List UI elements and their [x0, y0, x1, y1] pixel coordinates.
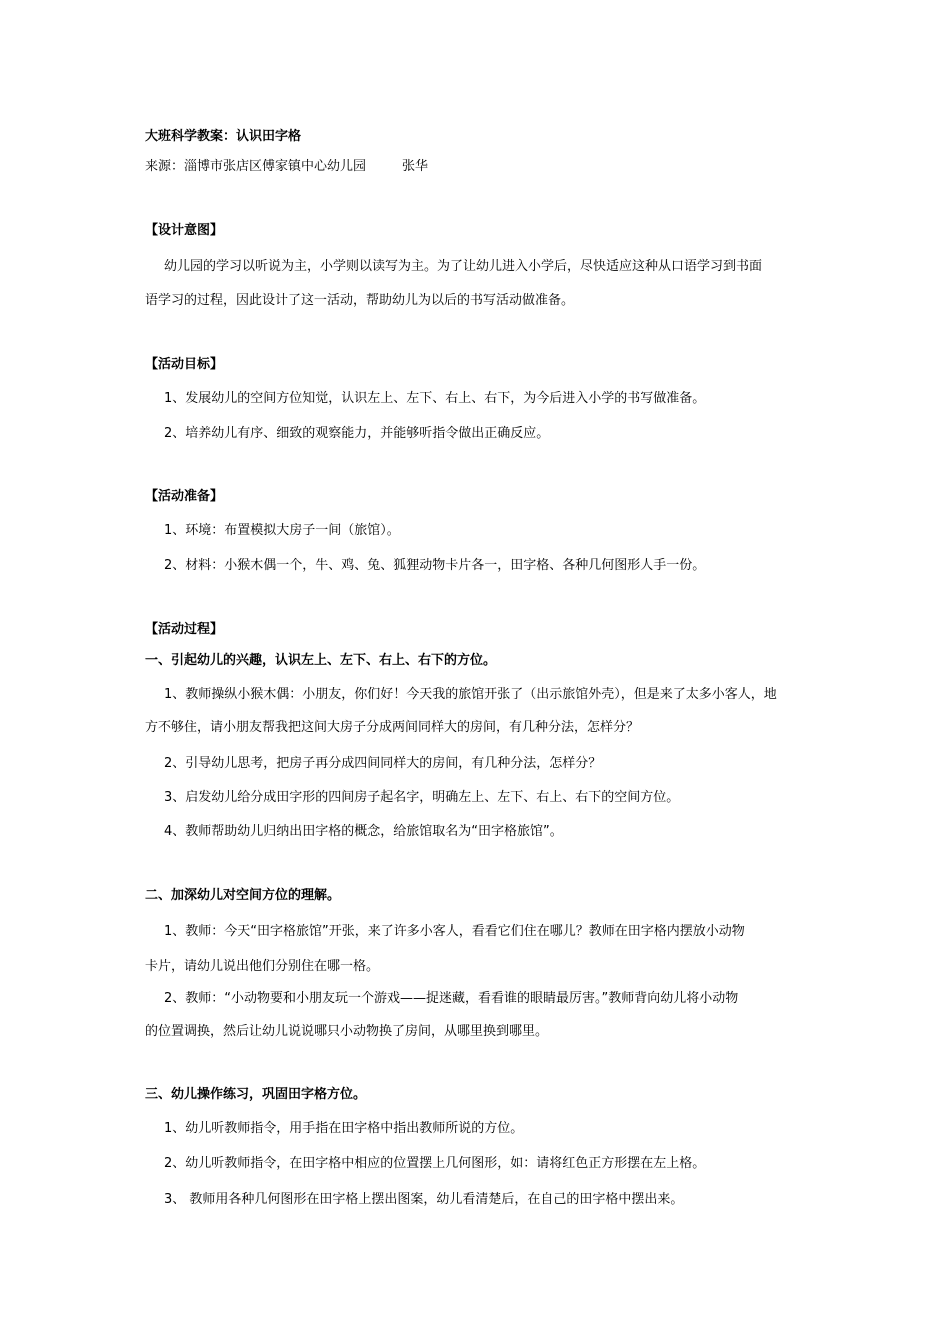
part3-item1: 1、幼儿听教师指令，用手指在田字格中指出教师所说的方位。 [164, 1121, 524, 1136]
part2-heading: 二、加深幼儿对空间方位的理解。 [145, 888, 341, 903]
prep-item-1: 1、环境：布置模拟大房子一间（旅馆）。 [164, 523, 400, 538]
design-para-line2: 语学习的过程，因此设计了这一活动，帮助幼儿为以后的书写活动做准备。 [145, 293, 575, 308]
part1-heading: 一、引起幼儿的兴趣，认识左上、左下、右上、右下的方位。 [145, 653, 497, 668]
part2-item2-line1: 2、教师：“小动物要和小朋友玩一个游戏——捉迷藏，看看谁的眼睛最厉害。”教师背向幼儿将小动物 [164, 991, 739, 1006]
prep-heading: 【活动准备】 [145, 489, 224, 504]
part1-item1-line1: 1、教师操纵小猴木偶：小朋友，你们好！今天我的旅馆开张了（出示旅馆外壳），但是来了太多小客人，地 [164, 687, 777, 702]
part2-item1-line2: 卡片，请幼儿说出他们分别住在哪一格。 [145, 959, 380, 974]
source-author: 张华 [402, 159, 429, 174]
part1-item4: 4、教师帮助幼儿归纳出田字格的概念，给旅馆取名为“田字格旅馆”。 [164, 824, 563, 839]
document-title: 大班科学教案：认识田字格 [145, 129, 302, 144]
source-label: 来源：淄博市张店区傅家镇中心幼儿园 [145, 159, 367, 174]
part1-item2: 2、引导幼儿思考，把房子再分成四间同样大的房间，有几种分法，怎样分？ [164, 756, 602, 771]
part1-item1-line2: 方不够住，请小朋友帮我把这间大房子分成两间同样大的房间，有几种分法，怎样分？ [145, 720, 640, 735]
goals-heading: 【活动目标】 [145, 357, 224, 372]
part2-item2-line2: 的位置调换，然后让幼儿说说哪只小动物换了房间，从哪里换到哪里。 [145, 1024, 549, 1039]
part3-heading: 三、幼儿操作练习，巩固田字格方位。 [145, 1087, 367, 1102]
design-para-line1: 幼儿园的学习以听说为主，小学则以读写为主。为了让幼儿进入小学后，尽快适应这种从口语学习到书面 [164, 259, 763, 274]
part3-item3: 3、 教师用各种几何图形在田字格上摆出图案，幼儿看清楚后，在自己的田字格中摆出来。 [164, 1192, 684, 1207]
part1-item3: 3、启发幼儿给分成田字形的四间房子起名字，明确左上、左下、右上、右下的空间方位。 [164, 790, 680, 805]
prep-item-2: 2、材料：小猴木偶一个，牛、鸡、兔、狐狸动物卡片各一，田字格、各种几何图形人手一份。 [164, 558, 706, 573]
part2-item1-line1: 1、教师：今天“田字格旅馆”开张，来了许多小客人，看看它们住在哪儿？教师在田字格内摆放小动物 [164, 924, 745, 939]
process-heading: 【活动过程】 [145, 622, 224, 637]
design-heading: 【设计意图】 [145, 223, 224, 238]
goals-item-1: 1、发展幼儿的空间方位知觉，认识左上、左下、右上、右下，为今后进入小学的书写做准备。 [164, 391, 706, 406]
source-line [145, 158, 428, 176]
part3-item2: 2、幼儿听教师指令，在田字格中相应的位置摆上几何图形，如：请将红色正方形摆在左上格。 [164, 1156, 706, 1171]
goals-item-2: 2、培养幼儿有序、细致的观察能力，并能够听指令做出正确反应。 [164, 426, 550, 441]
